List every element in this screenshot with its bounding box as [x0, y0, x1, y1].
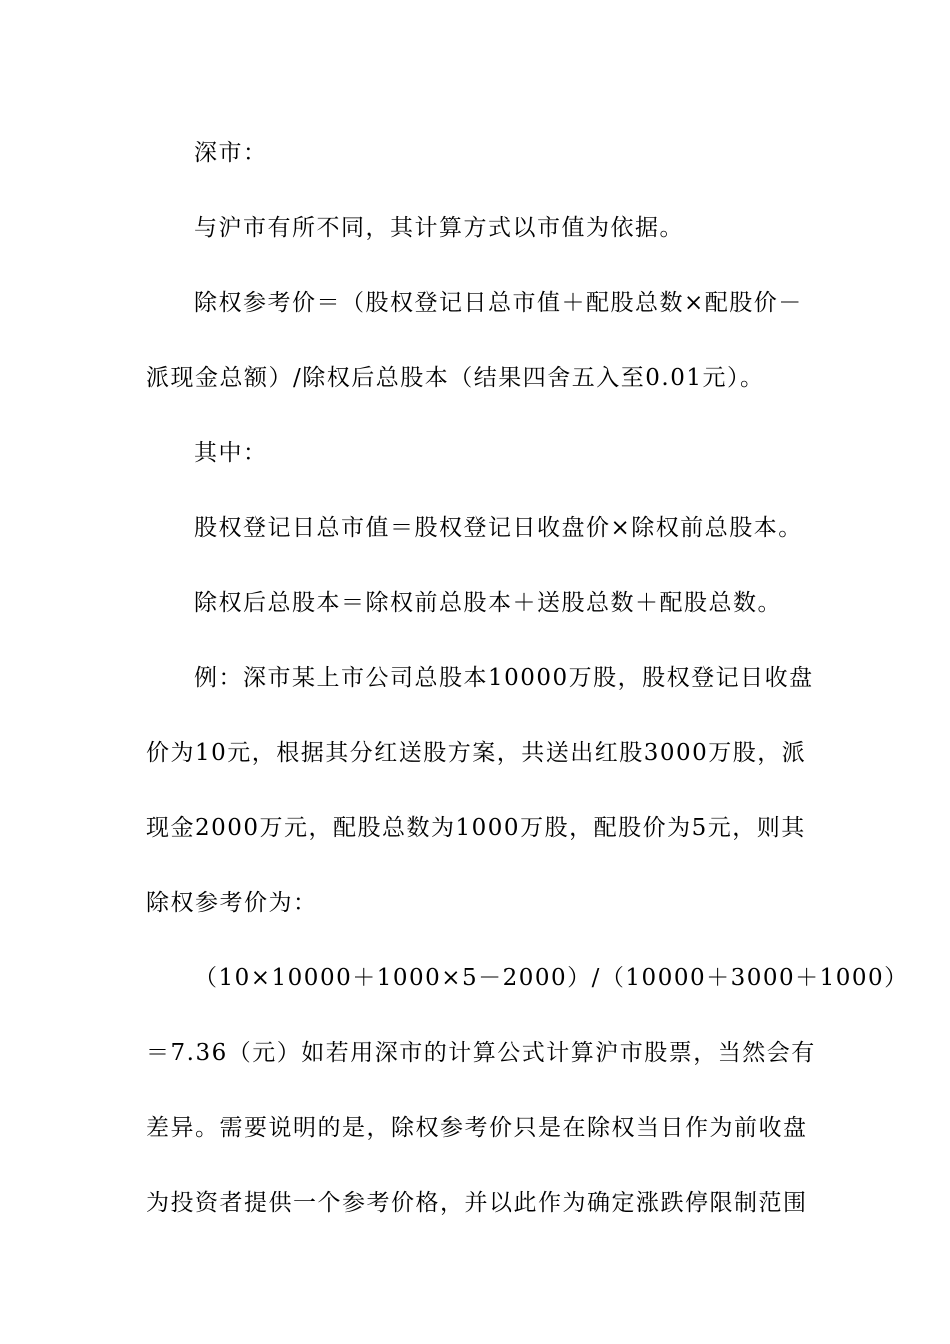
paragraph-line-note-2: 为投资者提供一个参考价格，并以此作为确定涨跌停限制范围 [146, 1190, 808, 1216]
paragraph-line-example-2: 价为10元，根据其分红送股方案，共送出红股3000万股，派 [146, 740, 807, 766]
paragraph-line-example-4: 除权参考价为： [146, 890, 318, 916]
paragraph-line-formula-1: 除权参考价＝（股权登记日总市值＋配股总数×配股价－ [194, 290, 803, 316]
paragraph-line-shenshi-heading: 深市： [194, 140, 268, 166]
paragraph-line-intro: 与沪市有所不同，其计算方式以市值为依据。 [194, 215, 684, 241]
paragraph-line-calculation: （10×10000＋1000×5－2000）/（10000＋3000＋1000） [194, 965, 909, 991]
paragraph-line-note-1: 差异。需要说明的是，除权参考价只是在除权当日作为前收盘 [146, 1115, 808, 1141]
paragraph-line-market-value: 股权登记日总市值＝股权登记日收盘价×除权前总股本。 [194, 515, 803, 541]
paragraph-line-formula-2: 派现金总额）/除权后总股本（结果四舍五入至0.01元）。 [146, 365, 765, 391]
paragraph-line-example-3: 现金2000万元，配股总数为1000万股，配股价为5元，则其 [146, 815, 806, 841]
paragraph-line-total-shares: 除权后总股本＝除权前总股本＋送股总数＋配股总数。 [194, 590, 782, 616]
paragraph-line-result: ＝7.36（元）如若用深市的计算公式计算沪市股票，当然会有 [146, 1040, 816, 1066]
paragraph-line-example-1: 例：深市某上市公司总股本10000万股，股权登记日收盘 [194, 665, 814, 691]
paragraph-line-where: 其中： [194, 440, 268, 466]
